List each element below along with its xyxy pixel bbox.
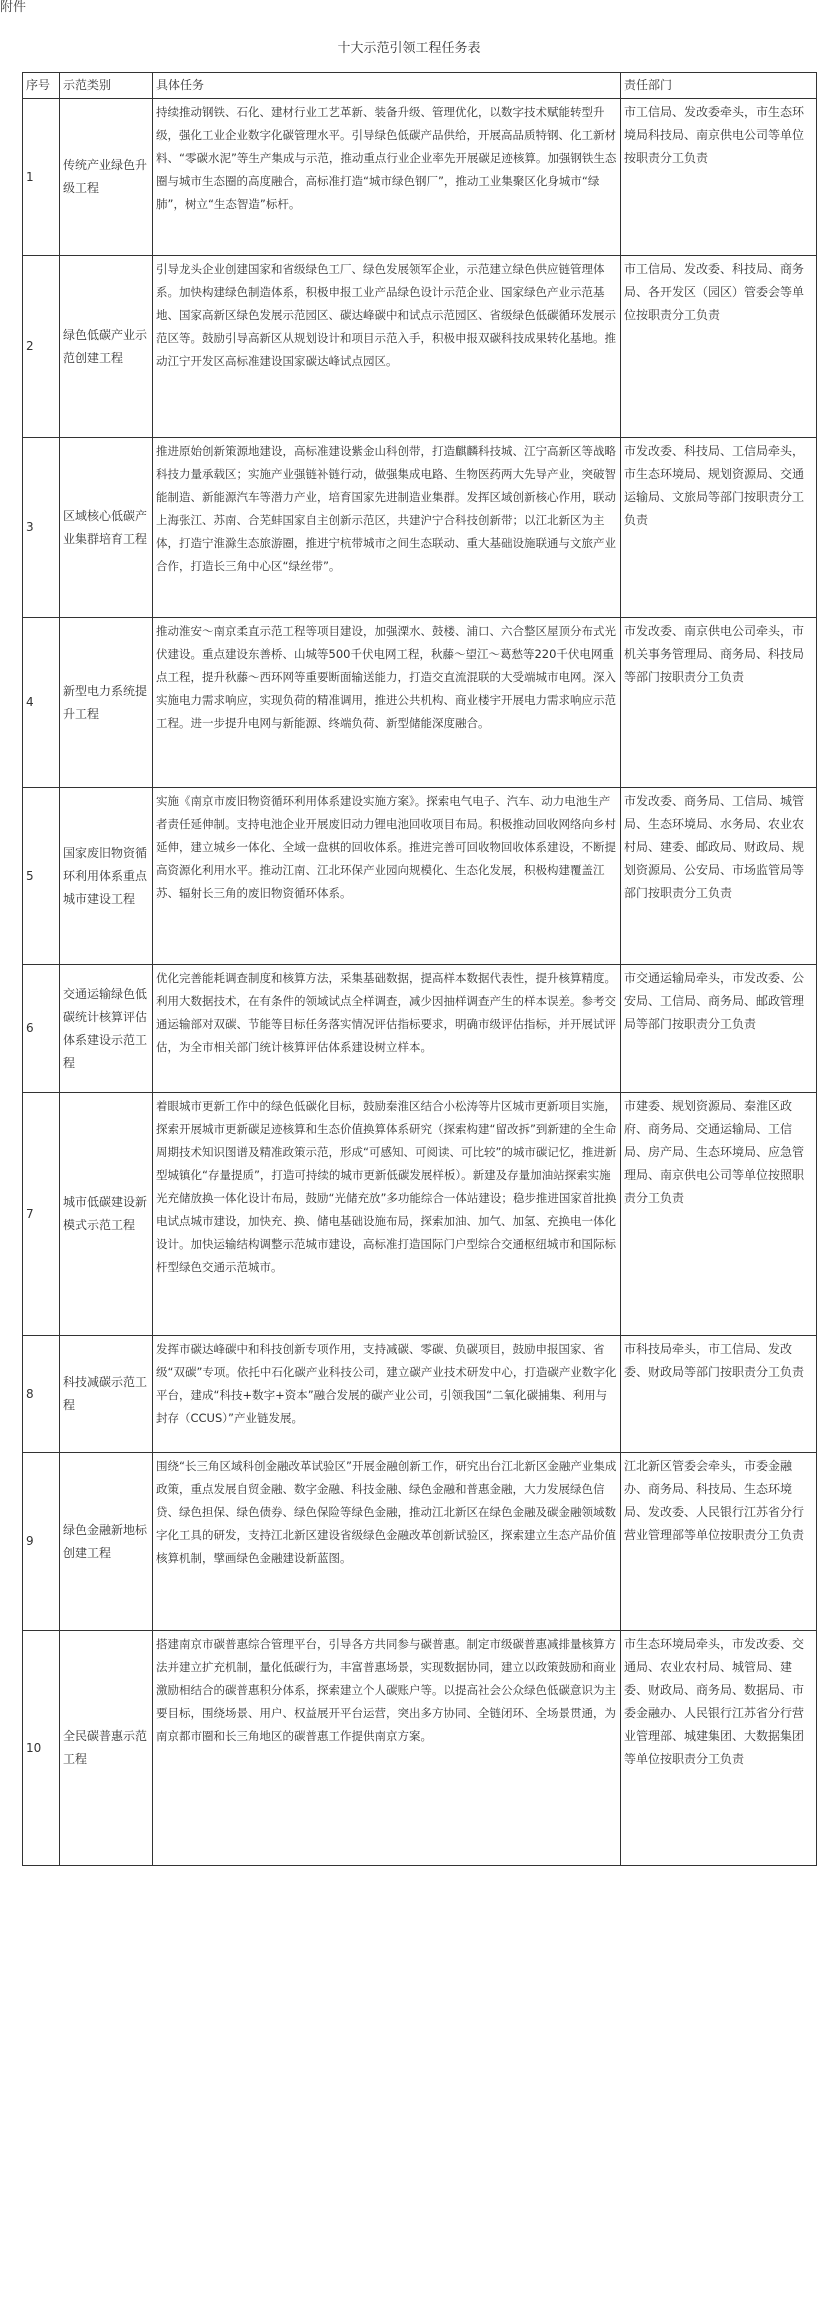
row-number: 4: [23, 618, 60, 788]
row-department: 市建委、规划资源局、秦淮区政府、商务局、交通运输局、工信局、房产局、生态环境局、应急管理局、南京供电公司等单位按照职责分工负责: [621, 1093, 817, 1336]
table-row: [23, 1453, 817, 1631]
table-row: [23, 1093, 817, 1336]
row-department: 市交通运输局牵头，市发改委、公安局、工信局、商务局、邮政管理局等部门按职责分工负责: [621, 965, 817, 1093]
row-number: 8: [23, 1336, 60, 1453]
row-number: 2: [23, 256, 60, 438]
row-category: 新型电力系统提升工程: [60, 618, 153, 788]
row-task: 引导龙头企业创建国家和省级绿色工厂、绿色发展领军企业，示范建立绿色供应链管理体系。加快构建绿色制造体系，积极申报工业产品绿色设计示范企业、国家绿色产业示范基地、国家高新区绿色发展示范园区、碳达峰碳中和试点示范园区、省级绿色低碳循环发展示范区等。鼓励引导高新区从规划设计和项目示范入手，积极申报双碳科技成果转化基地。推动江宁开发区高标准建设国家碳达峰试点园区。: [153, 256, 621, 438]
table-row: [23, 99, 817, 256]
table-row: [23, 618, 817, 788]
row-task: 实施《南京市废旧物资循环利用体系建设实施方案》。探索电气电子、汽车、动力电池生产者责任延伸制。支持电池企业开展废旧动力锂电池回收项目布局。积极推动回收网络向乡村延伸，建立城乡一体化、全域一盘棋的回收体系。推进完善可回收物回收体系建设，不断提高资源化利用水平。推动江南、江北环保产业园向规模化、生态化发展，积极构建覆盖江苏、辐射长三角的废旧物资循环体系。: [153, 788, 621, 965]
row-category: 城市低碳建设新模式示范工程: [60, 1093, 153, 1336]
header-department: 责任部门: [621, 73, 817, 99]
table-row: [23, 965, 817, 1093]
row-department: 市工信局、发改委牵头，市生态环境局科技局、南京供电公司等单位按职责分工负责: [621, 99, 817, 256]
row-task: 围绕“长三角区域科创金融改革试验区”开展金融创新工作，研究出台江北新区金融产业集成政策，重点发展自贸金融、数字金融、科技金融、绿色金融和普惠金融，大力发展绿色信贷、绿色担保、绿色债券、绿色保险等绿色金融，推动江北新区在绿色金融及碳金融领域数字化工具的研发，支持江北新区建设省级绿色金融改革创新试验区，探索建立生态产品价值核算机制，擘画绿色金融建设新蓝图。: [153, 1453, 621, 1631]
row-department: 市生态环境局牵头，市发改委、交通局、农业农村局、城管局、建委、财政局、商务局、数据局、市委金融办、人民银行江苏省分行营业管理部、城建集团、大数据集团等单位按职责分工负责: [621, 1631, 817, 1866]
task-table: [22, 72, 817, 1866]
row-number: 3: [23, 438, 60, 618]
row-category: 交通运输绿色低碳统计核算评估体系建设示范工程: [60, 965, 153, 1093]
row-department: 市发改委、商务局、工信局、城管局、生态环境局、水务局、农业农村局、建委、邮政局、财政局、规划资源局、公安局、市场监管局等部门按职责分工负责: [621, 788, 817, 965]
header-task: 具体任务: [153, 73, 621, 99]
table-row: [23, 1631, 817, 1866]
row-task: 搭建南京市碳普惠综合管理平台，引导各方共同参与碳普惠。制定市级碳普惠减排量核算方法并建立扩充机制，量化低碳行为，丰富普惠场景，实现数据协同，建立以政策鼓励和商业激励相结合的碳普惠积分体系，探索建立个人碳账户等。以提高社会公众绿色低碳意识为主要目标，围绕场景、用户、权益展开平台运营，突出多方协同、全链闭环、全场景贯通，为南京都市圈和长三角地区的碳普惠工作提供南京方案。: [153, 1631, 621, 1866]
table-row: [23, 256, 817, 438]
row-task: 推进原始创新策源地建设，高标准建设紫金山科创带，打造麒麟科技城、江宁高新区等战略科技力量承载区；实施产业强链补链行动，做强集成电路、生物医药两大先导产业，突破智能制造、新能源汽车等潜力产业，培育国家先进制造业集群。发挥区域创新核心作用，联动上海张江、苏南、合芜蚌国家自主创新示范区，共建沪宁合科技创新带；以江北新区为主体，打造宁淮滁生态旅游圈，推进宁杭带城市之间生态联动、重大基础设施联通与文旅产业合作，打造长三角中心区“绿丝带”。: [153, 438, 621, 618]
row-task: 着眼城市更新工作中的绿色低碳化目标，鼓励秦淮区结合小松涛等片区城市更新项目实施，探索开展城市更新碳足迹核算和生态价值换算体系研究（探索构建“留改拆”到新建的全生命周期技术知识图谱及精准政策示范，形成“可感知、可阅读、可比较”的城市碳记忆，推进新型城镇化“存量提质”，打造可持续的城市更新低碳发展样板）。新建及存量加油站探索实施光充储放换一体化设计布局，鼓励“光储充放”多功能综合一体站建设；稳步推进国家首批换电试点城市建设，加快充、换、储电基础设施布局，探索加油、加气、加氢、充换电一体化设计。加快运输结构调整示范城市建设，高标准打造国际门户型综合交通枢纽城市和国际标杆型绿色交通示范城市。: [153, 1093, 621, 1336]
row-number: 10: [23, 1631, 60, 1866]
row-department: 市科技局牵头，市工信局、发改委、财政局等部门按职责分工负责: [621, 1336, 817, 1453]
table-row: [23, 788, 817, 965]
table-header-row: [23, 73, 817, 99]
row-category: 国家废旧物资循环利用体系重点城市建设工程: [60, 788, 153, 965]
row-category: 绿色金融新地标创建工程: [60, 1453, 153, 1631]
row-number: 1: [23, 99, 60, 256]
row-task: 优化完善能耗调查制度和核算方法，采集基础数据，提高样本数据代表性，提升核算精度。利用大数据技术，在有条件的领域试点全样调查，减少因抽样调查产生的样本误差。参考交通运输部对双碳、节能等目标任务落实情况评估指标要求，明确市级评估指标，并开展试评估，为全市相关部门统计核算评估体系建设树立样本。: [153, 965, 621, 1093]
table-row: [23, 438, 817, 618]
row-category: 区域核心低碳产业集群培育工程: [60, 438, 153, 618]
row-category: 绿色低碳产业示范创建工程: [60, 256, 153, 438]
row-number: 7: [23, 1093, 60, 1336]
row-category: 科技减碳示范工程: [60, 1336, 153, 1453]
row-category: 传统产业绿色升级工程: [60, 99, 153, 256]
header-number: 序号: [23, 73, 60, 99]
document-title: 十大示范引领工程任务表: [337, 41, 481, 56]
row-department: 市发改委、南京供电公司牵头，市机关事务管理局、商务局、科技局等部门按职责分工负责: [621, 618, 817, 788]
row-number: 6: [23, 965, 60, 1093]
row-department: 市发改委、科技局、工信局牵头，市生态环境局、规划资源局、交通运输局、文旅局等部门按职责分工负责: [621, 438, 817, 618]
table-row: [23, 1336, 817, 1453]
annex-label: 附件: [0, 0, 27, 15]
row-number: 9: [23, 1453, 60, 1631]
row-task: 发挥市碳达峰碳中和科技创新专项作用，支持减碳、零碳、负碳项目，鼓励申报国家、省级“双碳”专项。依托中石化碳产业科技公司，建立碳产业技术研发中心，打造碳产业数字化平台，建成“科技+数字+资本”融合发展的碳产业公司，引领我国“二氧化碳捕集、利用与封存（CCUS）”产业链发展。: [153, 1336, 621, 1453]
row-number: 5: [23, 788, 60, 965]
row-category: 全民碳普惠示范工程: [60, 1631, 153, 1866]
row-task: 推动淮安～南京柔直示范工程等项目建设，加强溧水、鼓楼、浦口、六合整区屋顶分布式光伏建设。重点建设东善桥、山城等500千伏电网工程，秋藤～望江～葛愁等220千伏电网重点工程，提升秋藤～西环网等重要断面输送能力，打造交直流混联的大受端城市电网。深入实施电力需求响应，实现负荷的精准调用，推进公共机构、商业楼宇开展电力需求响应示范工程。进一步提升电网与新能源、终端负荷、新型储能深度融合。: [153, 618, 621, 788]
header-category: 示范类别: [60, 73, 153, 99]
row-department: 江北新区管委会牵头，市委金融办、商务局、科技局、生态环境局、发改委、人民银行江苏省分行营业管理部等单位按职责分工负责: [621, 1453, 817, 1631]
row-department: 市工信局、发改委、科技局、商务局、各开发区（园区）管委会等单位按职责分工负责: [621, 256, 817, 438]
row-task: 持续推动钢铁、石化、建材行业工艺革新、装备升级、管理优化，以数字技术赋能转型升级，强化工业企业数字化碳管理水平。引导绿色低碳产品供给，开展高品质特钢、化工新材料、“零碳水泥”等生产集成与示范，推动重点行业企业率先开展碳足迹核算。加强钢铁生态圈与城市生态圈的高度融合，高标准打造“城市绿色钢厂”，推动工业集聚区化身城市“绿肺”，树立“生态智造”标杆。: [153, 99, 621, 256]
